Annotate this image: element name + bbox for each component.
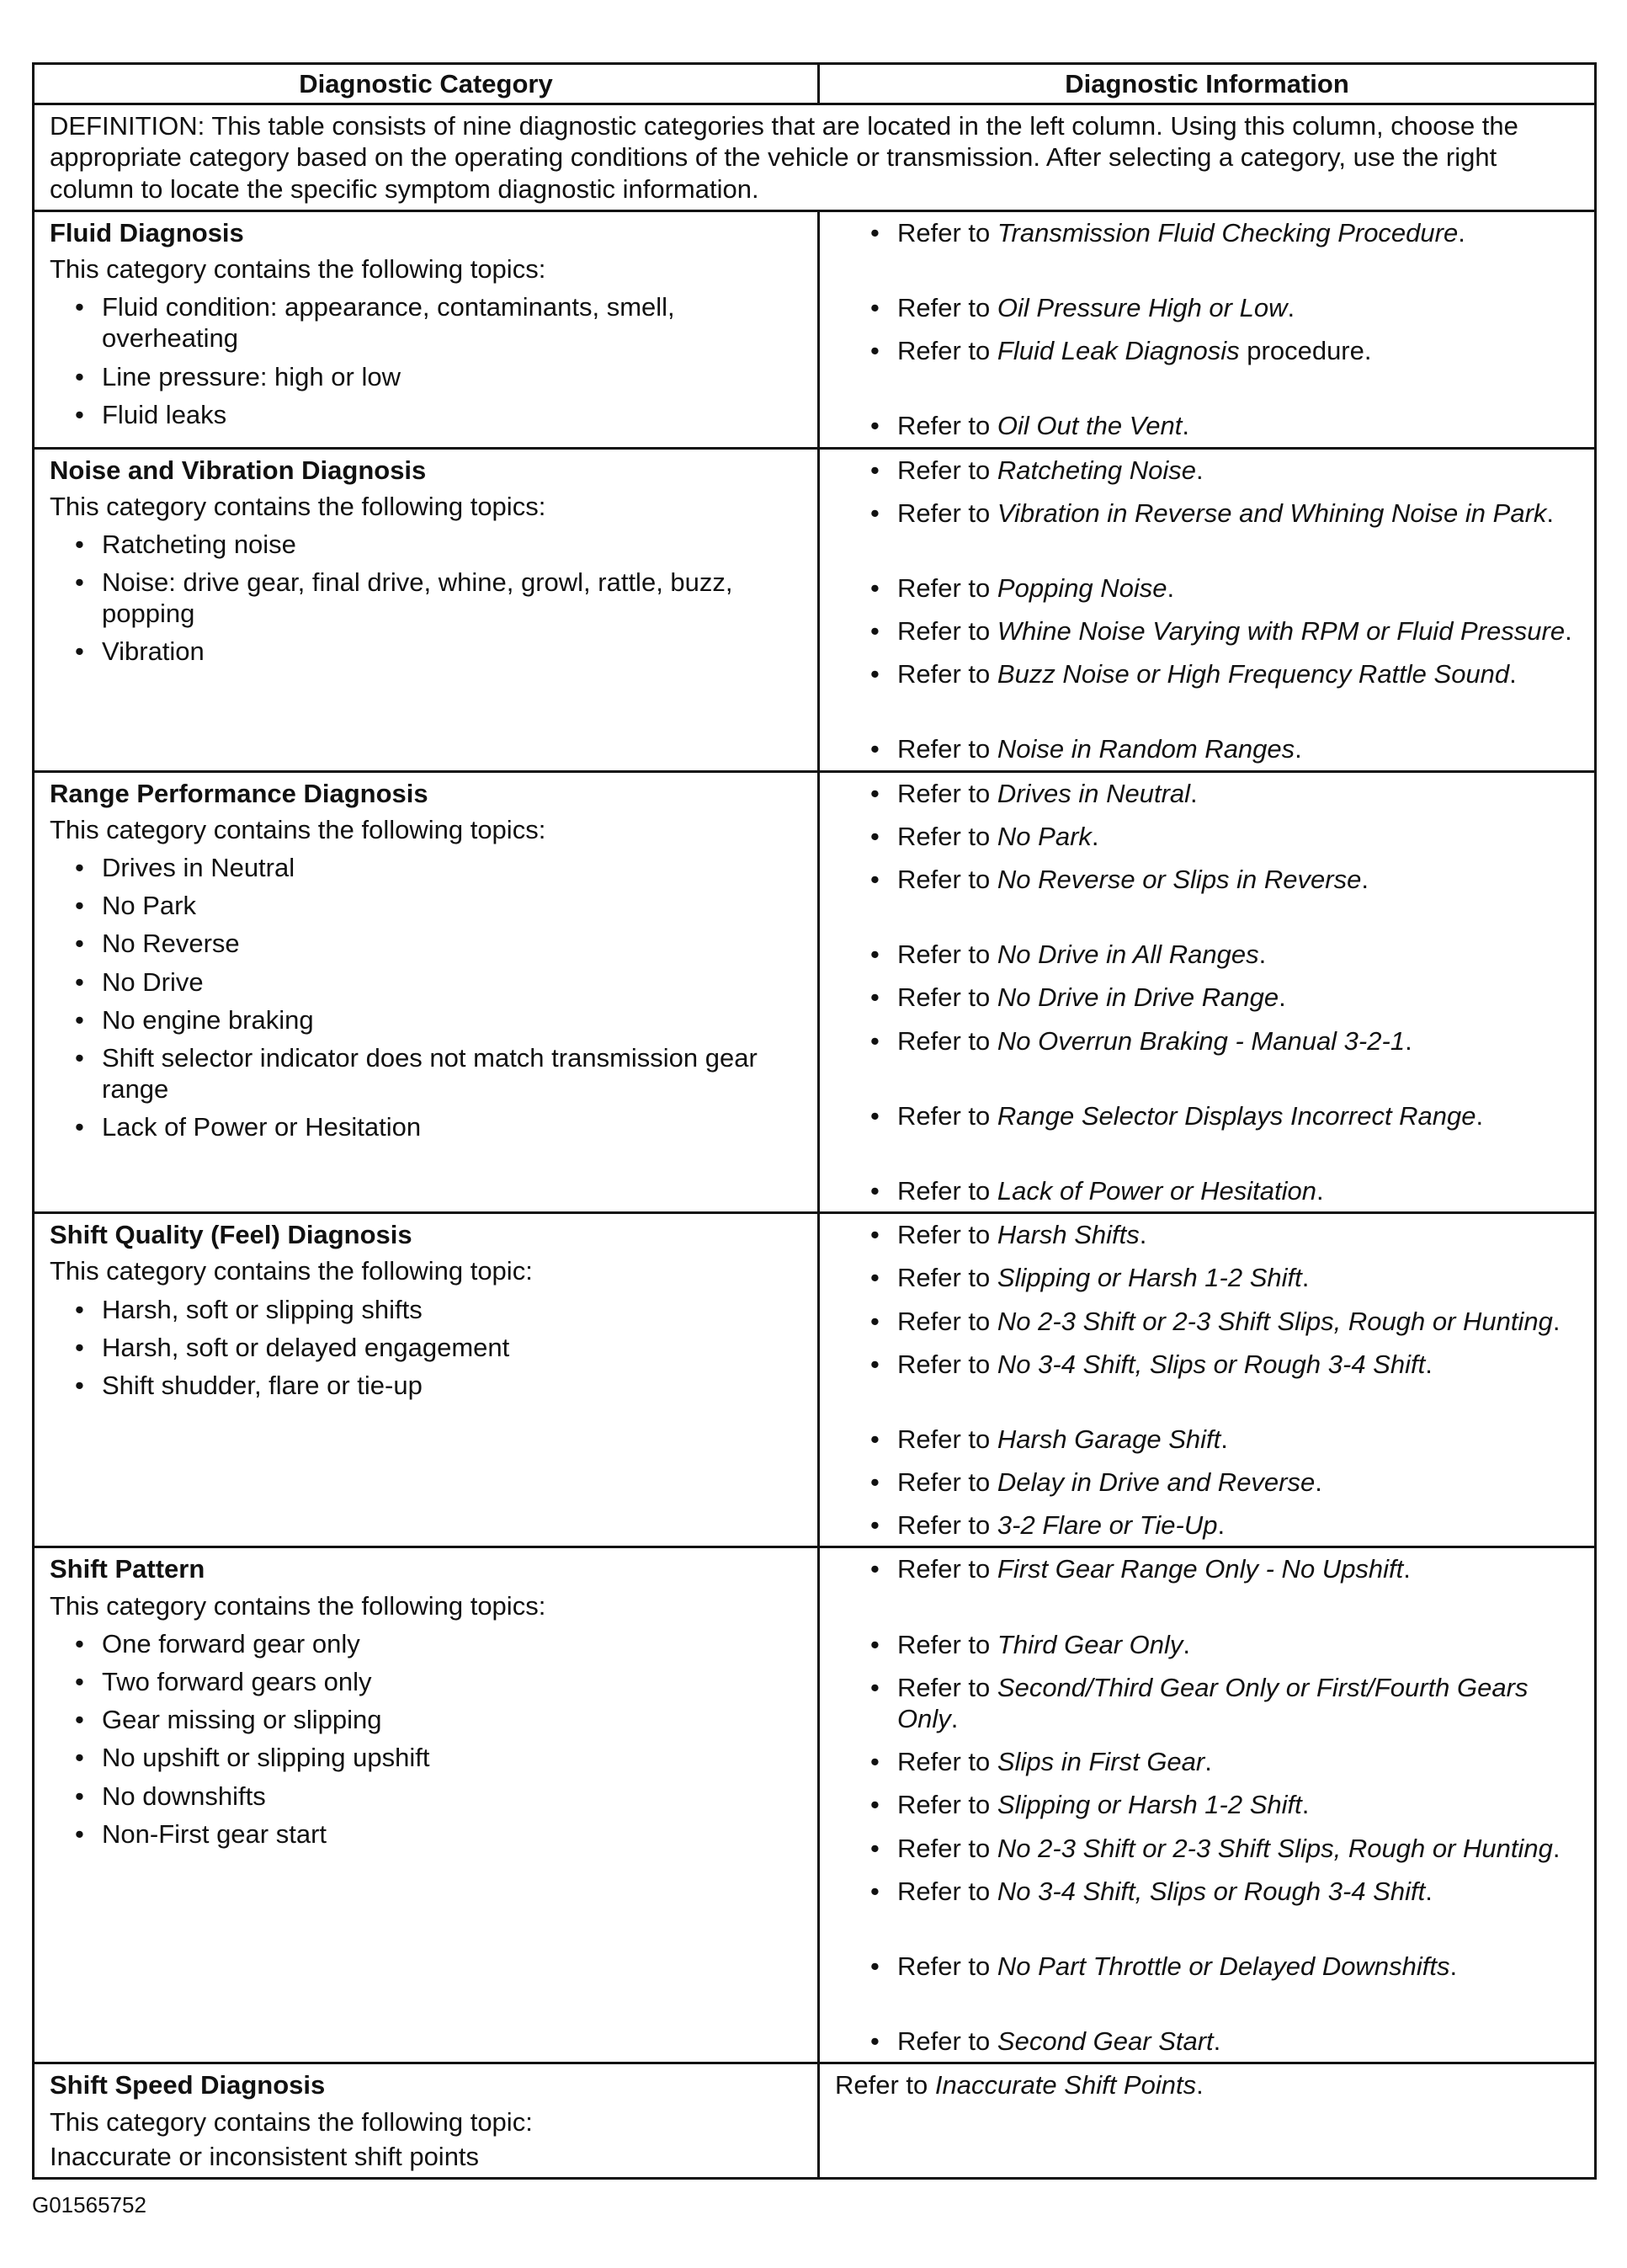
information-cell — [819, 771, 1596, 1213]
reference-suffix: . — [1565, 616, 1572, 647]
reference-link[interactable]: Inaccurate Shift Points — [934, 2070, 1197, 2100]
reference-suffix: . — [1552, 1306, 1561, 1336]
topic-item: • Line pressure: high or low — [50, 361, 802, 392]
reference-suffix: . — [1167, 572, 1175, 603]
reference-item — [835, 1424, 1579, 1455]
category-intro: This category contains the following topics: — [50, 814, 546, 844]
reference-item — [835, 1306, 1579, 1337]
refer-to-label: Refer to — [897, 1747, 991, 1777]
category-title: Fluid Diagnosis — [50, 217, 244, 248]
reference-suffix: . — [1301, 1263, 1310, 1293]
reference-item — [835, 939, 1579, 970]
reference-suffix: . — [1195, 455, 1204, 485]
refer-to-label: Refer to — [897, 336, 991, 366]
reference-item — [835, 1349, 1579, 1380]
reference-link[interactable]: No 3-4 Shift, Slips or Rough 3-4 Shift — [997, 1349, 1426, 1379]
reference-suffix: . — [1213, 2026, 1221, 2057]
reference-item — [835, 1219, 1579, 1250]
reference-suffix: . — [1196, 2070, 1204, 2100]
information-cell — [819, 1213, 1596, 1547]
topic-item: • Two forward gears only — [50, 1666, 802, 1697]
topic-item: • Vibration — [50, 636, 802, 667]
topic-item: • Drives in Neutral — [50, 852, 802, 883]
definition-text: DEFINITION: This table consists of nine diagnostic categories that are located in the left column. Using this column, choose the appropriate category based on the operating conditions of the vehicle or transmission. After selecting a category, use the right column to locate the specific symptom diagnostic information. — [34, 104, 1596, 211]
refer-to-label: Refer to — [897, 778, 991, 808]
reference-link[interactable]: Popping Noise — [997, 572, 1167, 603]
reference-link[interactable]: No Park — [997, 821, 1092, 851]
reference-suffix: . — [1361, 865, 1369, 894]
topic-item: • Non-First gear start — [50, 1818, 802, 1850]
category-cell — [34, 2063, 819, 2179]
table-row — [34, 210, 1596, 448]
reference-suffix: . — [1279, 982, 1286, 1013]
category-title: Range Performance Diagnosis — [50, 778, 428, 808]
reference-link[interactable]: Slipping or Harsh 1-2 Shift — [997, 1790, 1302, 1820]
reference-suffix: . — [1301, 1790, 1310, 1820]
reference-list — [835, 1553, 1579, 2057]
table-row — [34, 771, 1596, 1213]
category-intro: This category contains the following topics: — [50, 1590, 546, 1621]
reference-item — [835, 615, 1579, 647]
reference-item — [835, 1789, 1579, 1820]
reference-link[interactable]: Harsh Garage Shift — [997, 1424, 1221, 1454]
reference-link[interactable]: No Part Throttle or Delayed Downshifts — [997, 1951, 1450, 1981]
reference-item — [835, 2069, 1579, 2100]
topic-item: • No Reverse — [50, 928, 802, 959]
refer-to-label: Refer to — [897, 411, 991, 441]
category-intro: This category contains the following topic: — [50, 1256, 533, 1286]
reference-suffix: . — [1475, 1100, 1484, 1131]
definition-row — [34, 104, 1596, 211]
category-cell — [34, 771, 819, 1213]
reference-suffix: . — [1182, 411, 1189, 441]
reference-link[interactable]: 3-2 Flare or Tie-Up — [997, 1510, 1218, 1541]
refer-to-label: Refer to — [897, 572, 991, 603]
category-title: Shift Pattern — [50, 1554, 205, 1584]
reference-link[interactable]: No Drive in Drive Range — [997, 982, 1279, 1013]
reference-list — [835, 1219, 1579, 1541]
reference-suffix: . — [1546, 498, 1555, 528]
reference-suffix: . — [1183, 1629, 1191, 1659]
topic-item: • Harsh, soft or slipping shifts — [50, 1294, 802, 1325]
reference-item — [835, 335, 1579, 366]
reference-item — [835, 2026, 1579, 2057]
category-title: Shift Speed Diagnosis — [50, 2070, 326, 2100]
reference-suffix: . — [1139, 1220, 1147, 1250]
reference-link[interactable]: Lack of Power or Hesitation — [997, 1175, 1316, 1206]
reference-item — [835, 864, 1579, 895]
reference-link[interactable]: No 2-3 Shift or 2-3 Shift Slips, Rough or Hunting — [997, 1833, 1553, 1863]
refer-to-label: Refer to — [897, 1424, 991, 1454]
reference-link[interactable]: No Drive in All Ranges — [997, 940, 1259, 970]
reference-item — [835, 217, 1579, 248]
topic-item: • No upshift or slipping upshift — [50, 1742, 802, 1773]
refer-to-label: Refer to — [897, 1876, 991, 1906]
reference-suffix: . — [1405, 1025, 1412, 1056]
reference-item — [835, 1025, 1579, 1057]
reference-item — [835, 1746, 1579, 1777]
reference-suffix: . — [1449, 1951, 1458, 1981]
information-cell — [819, 210, 1596, 448]
reference-suffix: . — [1258, 940, 1267, 970]
reference-suffix: . — [1217, 1510, 1226, 1541]
reference-item — [835, 821, 1579, 852]
reference-list — [835, 778, 1579, 1207]
table-row — [34, 2063, 1596, 2179]
reference-item — [835, 1262, 1579, 1293]
reference-item — [835, 1833, 1579, 1864]
category-title: Shift Quality (Feel) Diagnosis — [50, 1220, 412, 1250]
reference-item — [835, 1629, 1579, 1660]
reference-item — [835, 658, 1579, 689]
reference-item — [835, 733, 1579, 764]
topic-list — [50, 1628, 802, 1850]
refer-to-label: Refer to — [897, 1349, 991, 1379]
refer-to-label: Refer to — [897, 1672, 991, 1702]
information-cell — [819, 1547, 1596, 2063]
topic-list — [50, 1294, 802, 1402]
reference-item — [835, 1509, 1579, 1541]
reference-suffix: . — [1287, 292, 1295, 322]
topic-item: • Shift selector indicator does not match transmission gear range — [50, 1042, 802, 1105]
header-diagnostic-information: Diagnostic Information — [819, 64, 1596, 104]
refer-to-label: Refer to — [897, 1554, 991, 1584]
refer-to-label: Refer to — [897, 734, 991, 764]
category-intro: This category contains the following topic: — [50, 2106, 533, 2137]
header-row — [34, 64, 1596, 104]
category-cell — [34, 1547, 819, 2063]
reference-item — [835, 292, 1579, 323]
reference-item — [835, 1553, 1579, 1584]
reference-link[interactable]: Third Gear Only — [997, 1629, 1183, 1659]
refer-to-label: Refer to — [897, 217, 991, 248]
reference-suffix: . — [1509, 659, 1517, 689]
reference-item — [835, 498, 1579, 529]
reference-link[interactable]: Buzz Noise or High Frequency Rattle Sound — [997, 659, 1510, 689]
header-diagnostic-category: Diagnostic Category — [34, 64, 819, 104]
reference-link[interactable]: Oil Pressure High or Low — [997, 292, 1288, 322]
reference-link[interactable]: Slipping or Harsh 1-2 Shift — [997, 1263, 1302, 1293]
reference-item — [835, 1175, 1579, 1206]
refer-to-label: Refer to — [897, 1175, 991, 1206]
reference-link[interactable]: Slips in First Gear — [997, 1747, 1205, 1777]
reference-link[interactable]: Fluid Leak Diagnosis — [997, 336, 1240, 366]
category-cell — [34, 210, 819, 448]
topic-list — [50, 529, 802, 668]
reference-item — [835, 1876, 1579, 1907]
information-cell — [819, 2063, 1596, 2179]
reference-link[interactable]: Whine Noise Varying with RPM or Fluid Pressure — [997, 616, 1566, 647]
reference-suffix: . — [1091, 821, 1099, 851]
refer-to-label: Refer to — [835, 2070, 928, 2100]
reference-link[interactable]: Delay in Drive and Reverse — [997, 1467, 1316, 1498]
refer-to-label: Refer to — [897, 1306, 991, 1336]
topic-list — [50, 852, 802, 1143]
reference-item — [835, 1951, 1579, 1982]
reference-link[interactable]: Drives in Neutral — [997, 778, 1191, 808]
refer-to-label: Refer to — [897, 940, 991, 970]
reference-suffix: . — [1403, 1554, 1411, 1584]
reference-item — [835, 778, 1579, 809]
reference-list — [835, 455, 1579, 765]
reference-link[interactable]: Harsh Shifts — [997, 1220, 1140, 1250]
topic-item: • No Park — [50, 890, 802, 921]
reference-suffix: . — [950, 1704, 959, 1733]
figure-code: G01565752 — [32, 2192, 146, 2217]
category-intro: This category contains the following topics: — [50, 491, 546, 521]
diagnostic-table — [32, 62, 1597, 2180]
reference-suffix: . — [1316, 1175, 1324, 1206]
reference-suffix: . — [1295, 734, 1302, 764]
table-row — [34, 448, 1596, 771]
topic-item: • No downshifts — [50, 1781, 802, 1812]
refer-to-label: Refer to — [897, 1833, 991, 1863]
reference-link[interactable]: Oil Out the Vent — [997, 411, 1183, 441]
topic-item: • Gear missing or slipping — [50, 1704, 802, 1735]
reference-link[interactable]: Transmission Fluid Checking Procedure — [997, 217, 1459, 248]
topic-item: • Lack of Power or Hesitation — [50, 1111, 802, 1142]
refer-to-label: Refer to — [897, 1025, 991, 1056]
reference-item — [835, 982, 1579, 1013]
topic-item: Inaccurate or inconsistent shift points — [50, 2141, 480, 2171]
topic-item: • No Drive — [50, 966, 802, 998]
category-intro: This category contains the following topics: — [50, 253, 546, 284]
reference-item — [835, 572, 1579, 604]
refer-to-label: Refer to — [897, 292, 991, 322]
category-cell — [34, 448, 819, 771]
reference-item — [835, 1672, 1579, 1734]
table-row — [34, 1213, 1596, 1547]
reference-link[interactable]: Vibration in Reverse and Whining Noise in Park — [997, 498, 1547, 528]
topic-item: • Shift shudder, flare or tie-up — [50, 1370, 802, 1401]
reference-link[interactable]: No Reverse or Slips in Reverse — [997, 865, 1362, 894]
refer-to-label: Refer to — [897, 1100, 991, 1131]
refer-to-label: Refer to — [897, 1790, 991, 1820]
reference-suffix: . — [1315, 1467, 1322, 1498]
refer-to-label: Refer to — [897, 1467, 991, 1498]
refer-to-label: Refer to — [897, 455, 991, 485]
information-cell — [819, 448, 1596, 771]
category-cell — [34, 1213, 819, 1547]
reference-suffix: . — [1458, 217, 1465, 248]
reference-link[interactable]: Range Selector Displays Incorrect Range — [997, 1100, 1476, 1131]
reference-item — [835, 410, 1579, 441]
topic-item: • Harsh, soft or delayed engagement — [50, 1332, 802, 1363]
refer-to-label: Refer to — [897, 2026, 991, 2057]
topic-item: • No engine braking — [50, 1004, 802, 1036]
reference-list — [835, 217, 1579, 442]
reference-link[interactable]: No 3-4 Shift, Slips or Rough 3-4 Shift — [997, 1876, 1426, 1906]
table-row — [34, 1547, 1596, 2063]
refer-to-label: Refer to — [897, 1951, 991, 1981]
reference-suffix: . — [1204, 1747, 1212, 1777]
topic-item: • Ratcheting noise — [50, 529, 802, 560]
reference-link[interactable]: Ratcheting Noise — [997, 455, 1196, 485]
refer-to-label: Refer to — [897, 1510, 991, 1541]
reference-suffix: . — [1552, 1833, 1561, 1863]
reference-item — [835, 455, 1579, 486]
reference-link[interactable]: No 2-3 Shift or 2-3 Shift Slips, Rough or Hunting — [997, 1306, 1553, 1336]
reference-link[interactable]: Noise in Random Ranges — [997, 734, 1295, 764]
reference-item — [835, 1467, 1579, 1498]
reference-link[interactable]: Second Gear Start — [997, 2026, 1214, 2057]
refer-to-label: Refer to — [897, 865, 991, 894]
reference-suffix: . — [1190, 778, 1198, 808]
refer-to-label: Refer to — [897, 982, 991, 1013]
topic-item: • Noise: drive gear, final drive, whine, growl, rattle, buzz, popping — [50, 567, 802, 629]
refer-to-label: Refer to — [897, 659, 991, 689]
reference-suffix: . — [1425, 1876, 1433, 1906]
reference-item — [835, 1100, 1579, 1131]
topic-item: • One forward gear only — [50, 1628, 802, 1659]
refer-to-label: Refer to — [897, 1629, 991, 1659]
refer-to-label: Refer to — [897, 616, 991, 647]
topic-list — [50, 291, 802, 430]
reference-suffix: procedure. — [1239, 336, 1372, 366]
reference-link[interactable]: First Gear Range Only - No Upshift — [997, 1554, 1404, 1584]
refer-to-label: Refer to — [897, 821, 991, 851]
refer-to-label: Refer to — [897, 498, 991, 528]
refer-to-label: Refer to — [897, 1263, 991, 1293]
reference-link[interactable]: Second/Third Gear Only or First/Fourth Gears Only — [897, 1672, 1529, 1733]
refer-to-label: Refer to — [897, 1220, 991, 1250]
reference-link[interactable]: No Overrun Braking - Manual 3-2-1 — [997, 1025, 1406, 1056]
reference-suffix: . — [1425, 1349, 1433, 1379]
topic-item: • Fluid condition: appearance, contaminants, smell, overheating — [50, 291, 802, 354]
category-title: Noise and Vibration Diagnosis — [50, 455, 427, 485]
topic-item: • Fluid leaks — [50, 399, 802, 430]
reference-suffix: . — [1220, 1424, 1228, 1454]
